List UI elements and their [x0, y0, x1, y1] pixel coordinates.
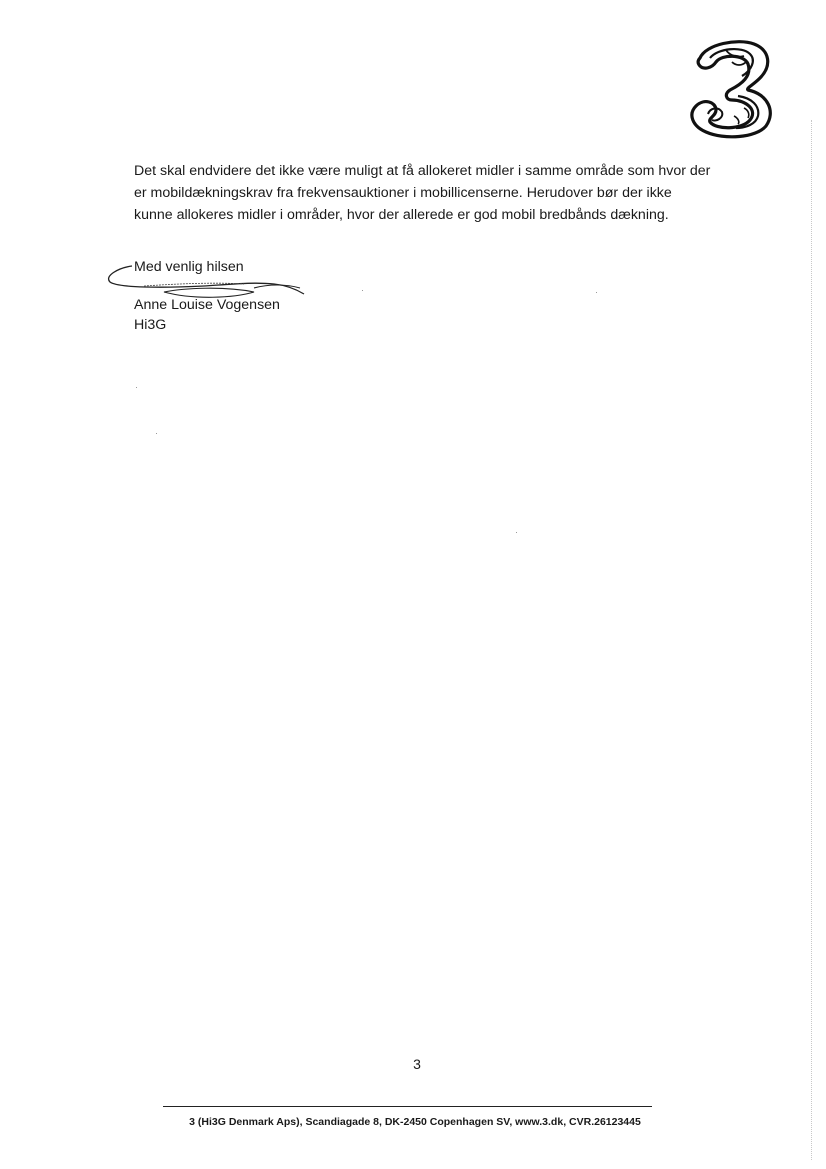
paragraph-line-2: er mobildækningskrav fra frekvensauktioner i mobillicenserne. Herudover bør der ikke [134, 185, 672, 201]
page-number: 3 [413, 1056, 421, 1072]
signer-company: Hi3G [134, 317, 167, 333]
footer-divider [163, 1106, 652, 1107]
scan-speck [362, 290, 363, 291]
closing-salutation: Med venlig hilsen [134, 259, 244, 275]
signer-name: Anne Louise Vogensen [134, 297, 280, 313]
three-logo-icon [686, 36, 778, 140]
scan-speck [516, 532, 517, 533]
scan-edge-line [811, 120, 812, 1160]
footer-address: 3 (Hi3G Denmark Aps), Scandiagade 8, DK-2450 Copenhagen SV, www.3.dk, CVR.26123445 [189, 1116, 641, 1128]
scan-speck [136, 387, 137, 388]
scan-speck [156, 433, 157, 434]
paragraph-line-3: kunne allokeres midler i områder, hvor der allerede er god mobil bredbånds dækning. [134, 207, 669, 223]
paragraph-line-1: Det skal endvidere det ikke være muligt at få allokeret midler i samme område som hvor der [134, 163, 711, 179]
scan-speck [596, 292, 597, 293]
body-paragraph [134, 160, 714, 226]
